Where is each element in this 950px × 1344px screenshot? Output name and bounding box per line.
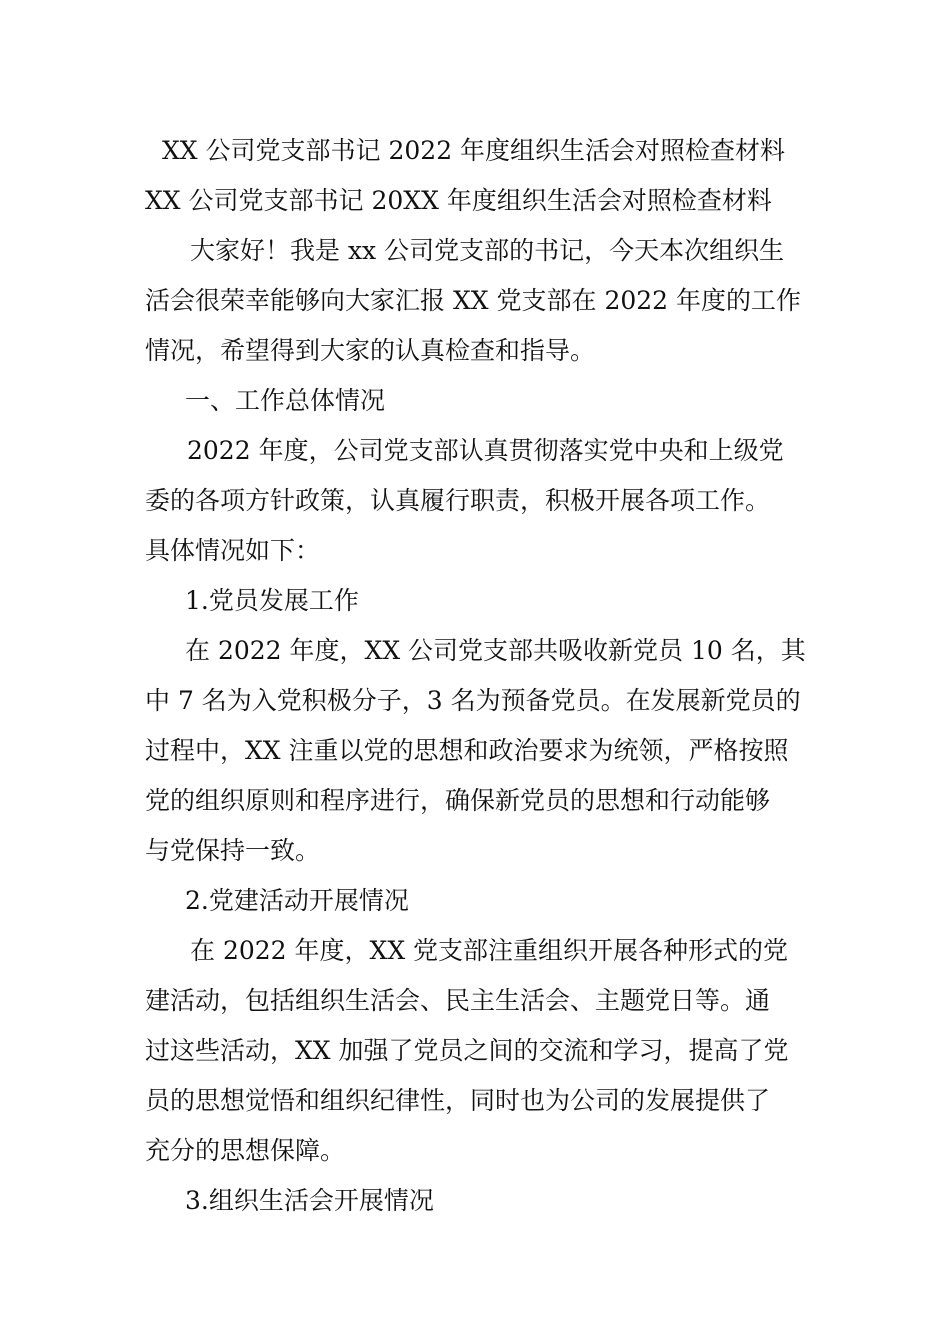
item2-heading: 2.党建活动开展情况 (185, 886, 409, 915)
item2-line-2: 建活动，包括组织生活会、民主生活会、主题党日等。通 (145, 986, 771, 1015)
item2-line-1: 在 2022 年度，XX 党支部注重组织开展各种形式的党 (190, 936, 789, 965)
section1-line-2: 委的各项方针政策，认真履行职责，积极开展各项工作。 (145, 486, 771, 515)
item3-heading: 3.组织生活会开展情况 (185, 1186, 434, 1215)
title-line-1: XX 公司党支部书记 2022 年度组织生活会对照检查材料 (162, 136, 786, 165)
item1-heading: 1.党员发展工作 (185, 586, 359, 615)
intro-line-1: 大家好！我是 xx 公司党支部的书记，今天本次组织生 (190, 236, 785, 265)
title-line-2: XX 公司党支部书记 20XX 年度组织生活会对照检查材料 (145, 186, 772, 215)
item1-line-2: 中 7 名为入党积极分子，3 名为预备党员。在发展新党员的 (145, 686, 801, 715)
intro-line-2: 活会很荣幸能够向大家汇报 XX 党支部在 2022 年度的工作 (145, 286, 802, 315)
section1-line-3: 具体情况如下： (145, 536, 321, 565)
section1-heading: 一、工作总体情况 (185, 386, 386, 415)
item2-line-5: 充分的思想保障。 (145, 1136, 346, 1165)
section1-line-1: 2022 年度，公司党支部认真贯彻落实党中央和上级党 (187, 436, 784, 465)
item1-line-3: 过程中，XX 注重以党的思想和政治要求为统领，严格按照 (145, 736, 789, 765)
item1-line-1: 在 2022 年度，XX 公司党支部共吸收新党员 10 名，其 (185, 636, 806, 665)
item2-line-3: 过这些活动，XX 加强了党员之间的交流和学习，提高了党 (145, 1036, 789, 1065)
item2-line-4: 员的思想觉悟和组织纪律性，同时也为公司的发展提供了 (145, 1086, 771, 1115)
item1-line-4: 党的组织原则和程序进行，确保新党员的思想和行动能够 (145, 786, 771, 815)
intro-line-3: 情况，希望得到大家的认真检查和指导。 (145, 336, 596, 365)
item1-line-5: 与党保持一致。 (145, 836, 321, 865)
